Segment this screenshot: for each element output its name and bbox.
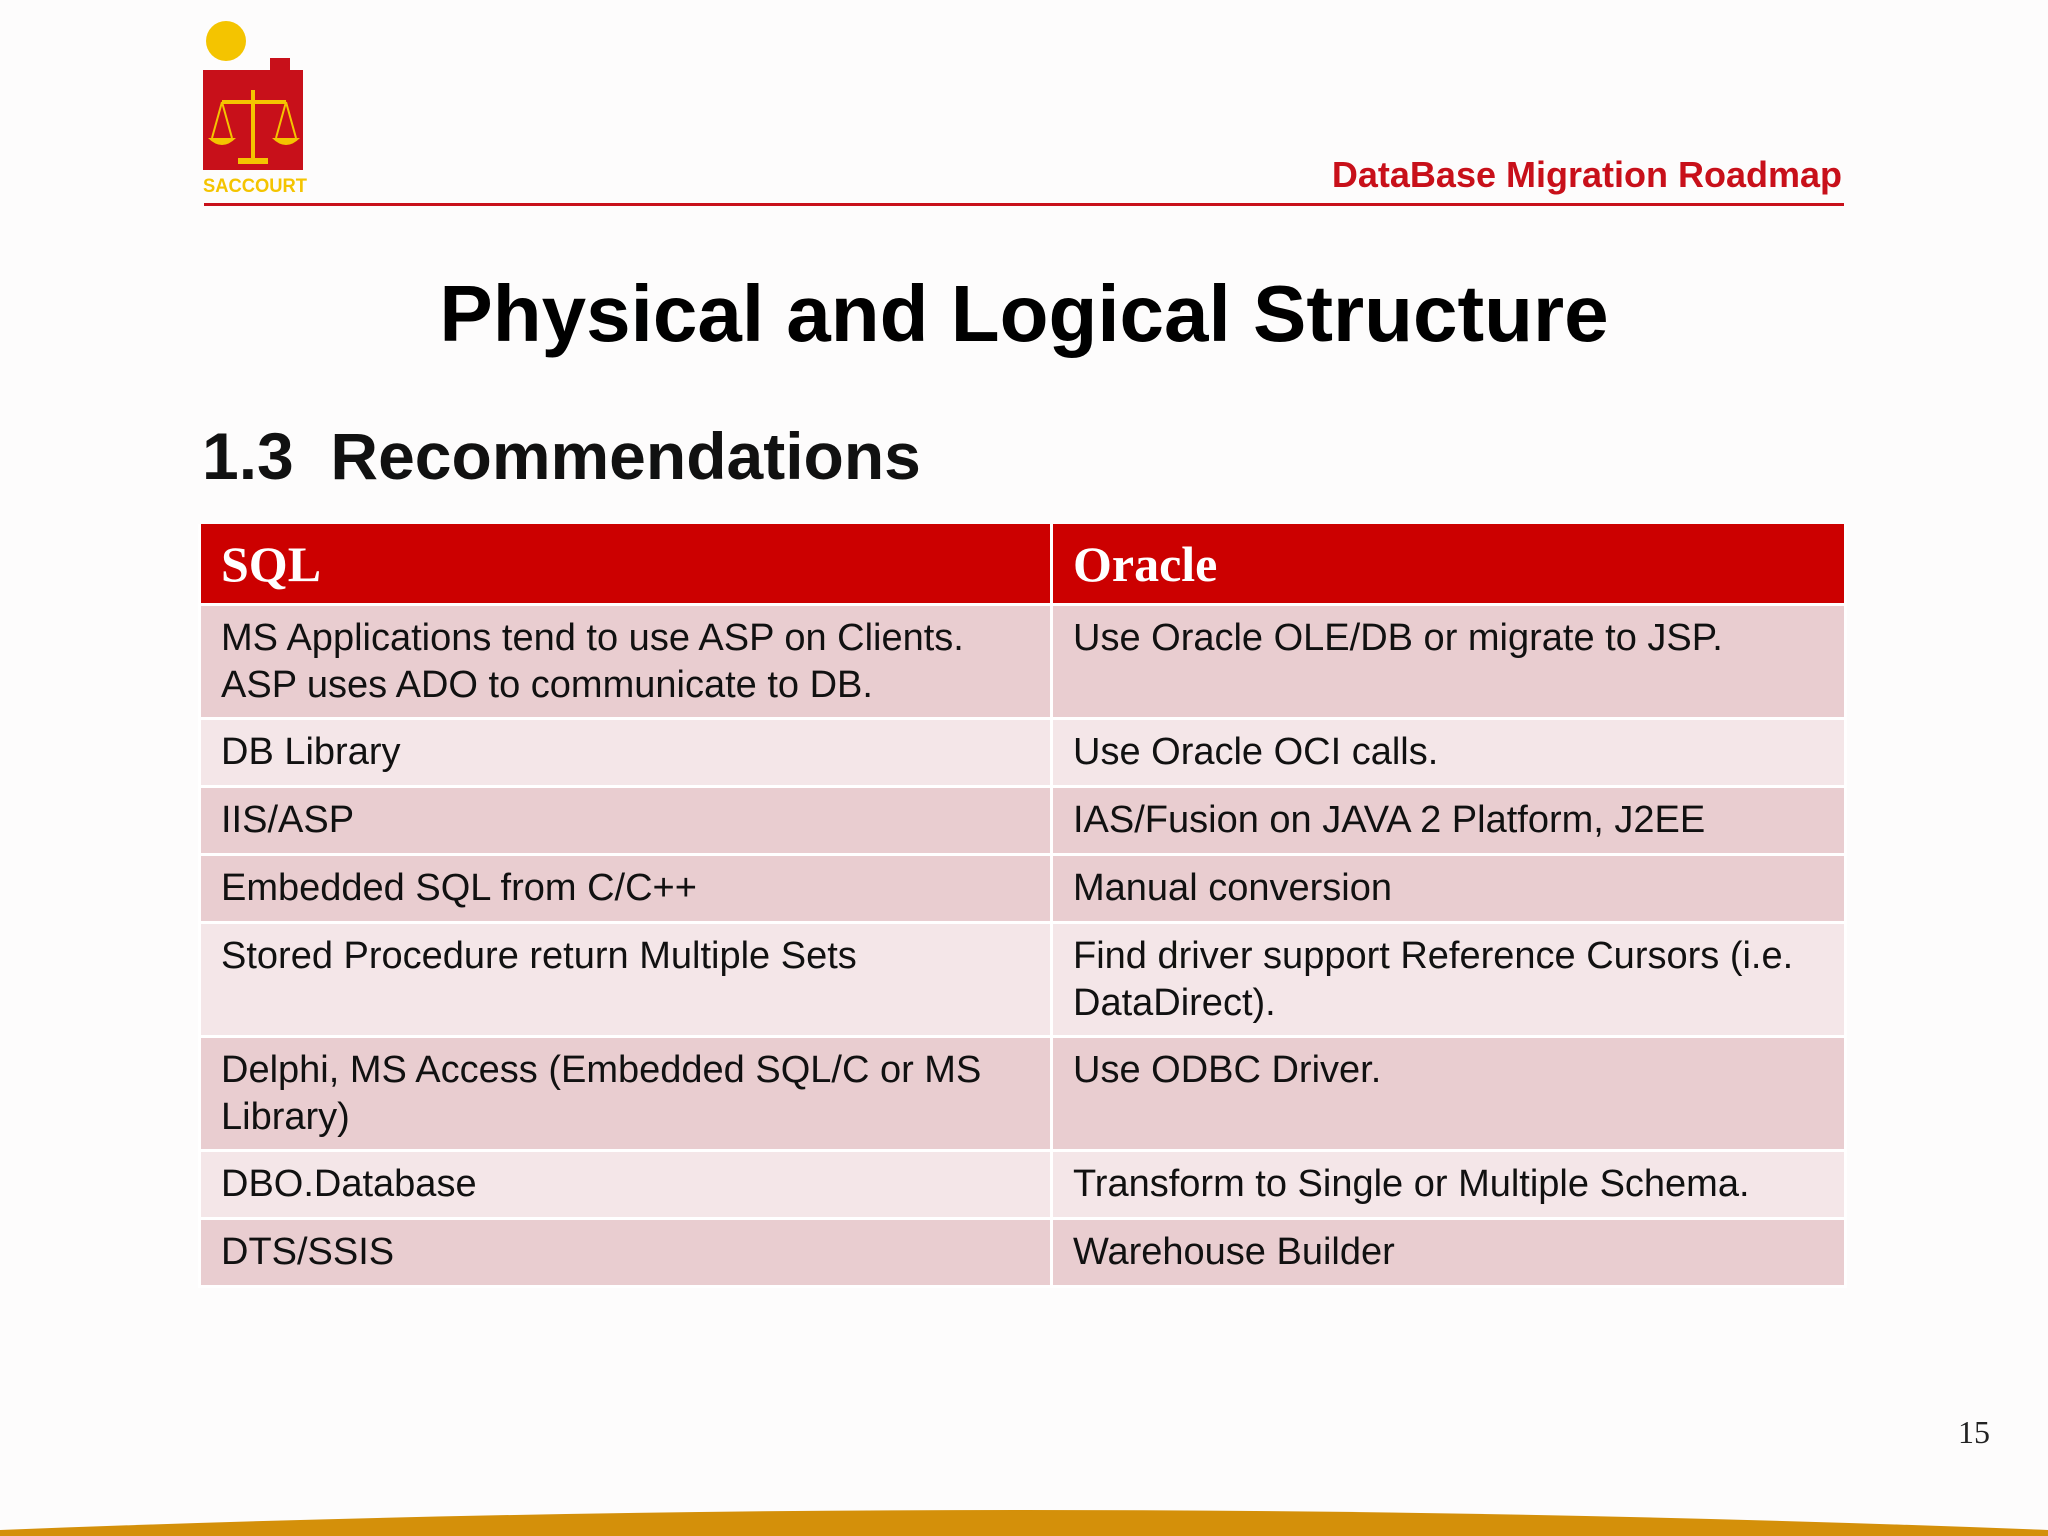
sql-cell: Embedded SQL from C/C++: [200, 855, 1052, 923]
oracle-cell: Manual conversion: [1052, 855, 1846, 923]
table-row: [200, 1037, 1846, 1151]
footer-gold-band: [0, 1496, 2048, 1536]
table-row: [200, 787, 1846, 855]
page-number: 15: [1958, 1414, 1990, 1450]
scales-of-justice-logo-icon: [203, 58, 303, 170]
sql-cell: MS Applications tend to use ASP on Clients. ASP uses ADO to communicate to DB.: [200, 605, 1052, 719]
sql-cell: DBO.Database: [200, 1151, 1052, 1219]
logo-text: SACCOURT: [203, 176, 308, 196]
sql-cell: Stored Procedure return Multiple Sets: [200, 923, 1052, 1037]
sql-cell: IIS/ASP: [200, 787, 1052, 855]
header-title: DataBase Migration Roadmap: [1331, 154, 1842, 195]
oracle-cell: Warehouse Builder: [1052, 1219, 1846, 1287]
sql-cell: DTS/SSIS: [200, 1219, 1052, 1287]
table-row: [200, 1219, 1846, 1287]
section-title: 1.3 Recommendations: [202, 419, 921, 493]
header-divider: [204, 203, 1844, 206]
oracle-cell: IAS/Fusion on JAVA 2 Platform, J2EE: [1052, 787, 1846, 855]
table-row: [200, 923, 1846, 1037]
table-row: [200, 855, 1846, 923]
saccourt-logo: [200, 20, 310, 196]
table-header-row: [200, 524, 1846, 605]
table-row: [200, 719, 1846, 787]
oracle-cell: Use Oracle OCI calls.: [1052, 719, 1846, 787]
table-row: [200, 1151, 1846, 1219]
sql-cell: DB Library: [200, 719, 1052, 787]
slide-title: Physical and Logical Structure: [439, 269, 1609, 358]
sql-cell: Delphi, MS Access (Embedded SQL/C or MS Library): [200, 1037, 1052, 1151]
oracle-cell: Use Oracle OLE/DB or migrate to JSP.: [1052, 605, 1846, 719]
logo-sun-icon: [206, 21, 246, 61]
oracle-cell: Use ODBC Driver.: [1052, 1037, 1846, 1151]
column-header-sql: SQL: [200, 524, 1052, 605]
table-row: [200, 605, 1846, 719]
recommendations-table: [198, 524, 1847, 1288]
column-header-oracle: Oracle: [1052, 524, 1846, 605]
oracle-cell: Find driver support Reference Cursors (i.e. DataDirect).: [1052, 923, 1846, 1037]
oracle-cell: Transform to Single or Multiple Schema.: [1052, 1151, 1846, 1219]
